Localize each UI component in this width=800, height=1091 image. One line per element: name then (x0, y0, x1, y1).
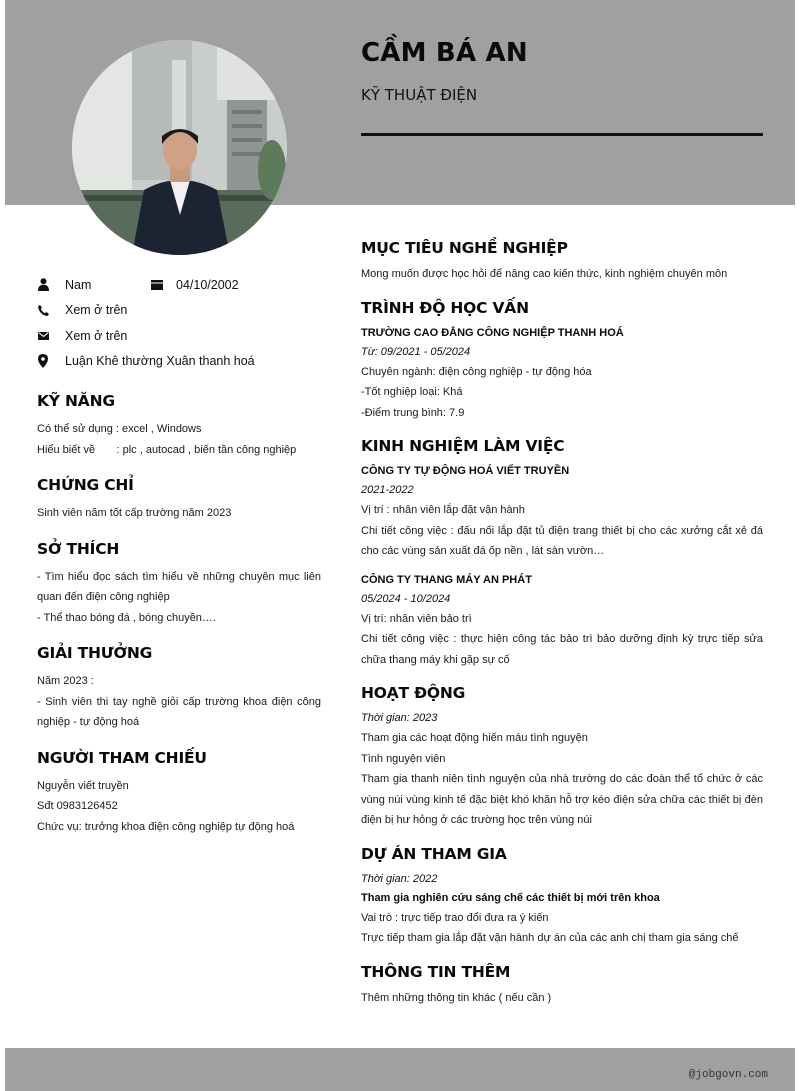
certificate-line: Sinh viên năm tốt cấp trường năm 2023 (37, 507, 232, 519)
job-title: KỸ THUẬT ĐIỆN (361, 86, 478, 104)
job-position: Vị trí : nhân viên lắp đặt vận hành (361, 504, 525, 516)
activity-line: Tham gia thanh niên tình nguyện của nhà trường do các đoàn thể tổ chức ở các vùng núi vùng kinh tế đặc biệt khó khăn hỗ trợ kéo điện sửa chữa các thiết bị đèn điện bị hư hỏng ở các trường học trên vùng núi (361, 773, 763, 826)
objective-text: Mong muốn được học hỏi để nâng cao kiến thức, kinh nghiệm chuyên môn (361, 268, 728, 280)
company-name: CÔNG TY THANG MÁY AN PHÁT (361, 573, 532, 586)
activities-section (361, 684, 763, 831)
certificates-heading: CHỨNG CHỈ (37, 476, 134, 494)
award-line: - Sinh viên thi tay nghề giỏi cấp trường khoa điện công nghiệp - tự động hoá (37, 695, 321, 728)
job-position: Vị trí: nhân viên bảo trì (361, 612, 472, 625)
calendar-icon (151, 278, 163, 292)
project-name: Tham gia nghiên cứu sáng chế các thiết bị mới trên khoa (361, 891, 660, 904)
project-line: Vai trò : trực tiếp trao đổi đưa ra ý kiến (361, 911, 549, 924)
job-detail: Chi tiết công việc : đấu nối lắp đặt tủ điện trang thiết bị cho các xưởng cắt xẻ đá cho các vùng sản xuất đá ốp nền , lát sàn vườn… (361, 524, 763, 557)
birthday-value: 04/10/2002 (176, 277, 239, 292)
footer-band (5, 1048, 795, 1091)
email-value: Xem ở trên (65, 328, 128, 343)
experience-heading: KINH NGHIỆM LÀM VIỆC (361, 437, 565, 455)
skills-line: Hiểu biết về : plc , autocad , biến tần công nghiệp (37, 443, 297, 456)
more-info-section (361, 963, 763, 1009)
title-divider (361, 133, 763, 136)
gender-birthday-row (37, 272, 321, 298)
education-period: Từ: 09/2021 - 05/2024 (361, 345, 471, 358)
activity-line: Tình nguyện viên (361, 752, 446, 765)
reference-line: Nguyễn viết truyền (37, 779, 129, 792)
education-line: Chuyên ngành: điện công nghiệp - tự động hóa (361, 365, 592, 378)
projects-section (361, 845, 763, 949)
job-detail: Chi tiết công việc : thực hiện công tác bảo trì bảo dưỡng định kỳ trực tiếp sửa chữa thang máy khi gặp sự cố (361, 633, 763, 666)
candidate-name: CẦM BÁ AN (361, 38, 528, 68)
company-name: CÔNG TY TỰ ĐỘNG HOÁ VIẾT TRUYỀN (361, 465, 570, 477)
hobby-line: - Tìm hiểu đọc sách tìm hiểu về những chuyên mục liên quan đến điện công nghiệp (37, 570, 321, 603)
awards-heading: GIẢI THƯỞNG (37, 644, 153, 662)
hobby-line: - Thể thao bóng đá , bóng chuyền…. (37, 611, 216, 624)
email-row (37, 323, 321, 349)
education-line: -Tốt nghiệp loại: Khá (361, 386, 463, 398)
skills-line: Có thể sử dụng : excel , Windows (37, 423, 202, 435)
job-period: 05/2024 - 10/2024 (361, 592, 451, 605)
address-row (37, 349, 321, 375)
person-icon (37, 278, 49, 292)
objective-heading: MỤC TIÊU NGHỀ NGHIỆP (361, 239, 568, 257)
reference-line: Sđt 0983126452 (37, 800, 118, 812)
project-time: Thời gian: 2022 (361, 872, 438, 885)
hobbies-heading: SỞ THÍCH (37, 539, 120, 558)
phone-row (37, 298, 321, 324)
profile-photo (72, 40, 287, 255)
job-period: 2021-2022 (361, 484, 414, 496)
right-column (361, 239, 763, 1018)
objective-section (361, 239, 763, 285)
education-line: -Điểm trung bình: 7.9 (361, 406, 465, 419)
phone-icon (37, 303, 49, 317)
projects-heading: DỰ ÁN THAM GIA (361, 844, 507, 863)
school-name: TRƯỜNG CAO ĐẲNG CÔNG NGHIỆP THANH HOÁ (361, 326, 624, 339)
left-column (37, 272, 321, 837)
reference-line: Chức vụ: trưởng khoa điện công nghiệp tự động hoá (37, 820, 295, 833)
references-heading: NGƯỜI THAM CHIẾU (37, 748, 207, 767)
education-section (361, 299, 763, 424)
award-line: Năm 2023 : (37, 675, 94, 687)
more-info-heading: THÔNG TIN THÊM (361, 962, 511, 981)
location-icon (37, 354, 49, 368)
email-icon (37, 329, 49, 343)
education-heading: TRÌNH ĐỘ HỌC VẤN (361, 298, 529, 317)
more-info-text: Thêm những thông tin khác ( nếu cần ) (361, 991, 552, 1004)
experience-section (361, 437, 763, 670)
project-line: Trực tiếp tham gia lắp đặt vận hành dự án của các anh chị tham gia sáng chế (361, 932, 739, 944)
gender-value: Nam (65, 277, 92, 292)
footer-watermark: @jobgovn.com (688, 1069, 768, 1081)
phone-value: Xem ở trên (65, 303, 128, 318)
activities-heading: HOẠT ĐỘNG (361, 684, 466, 702)
address-value: Luận Khê thường Xuân thanh hoá (65, 354, 255, 369)
activity-time: Thời gian: 2023 (361, 712, 438, 724)
activity-line: Tham gia các hoạt động hiến máu tình nguyện (361, 732, 588, 744)
skills-heading: KỸ NĂNG (37, 392, 115, 410)
